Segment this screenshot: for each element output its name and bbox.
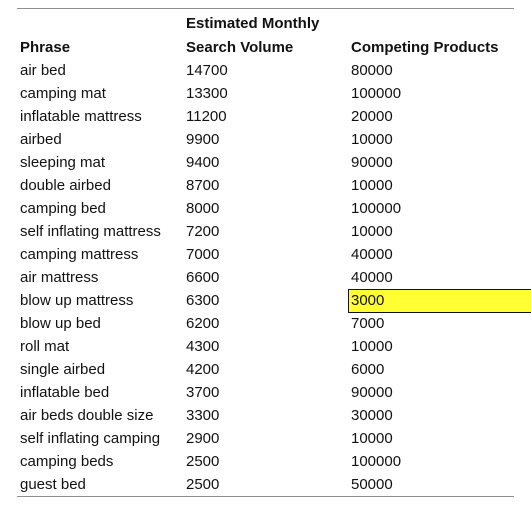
phrase-cell: self inflating mattress <box>20 223 161 240</box>
table-header <box>20 13 511 59</box>
phrase-cell: blow up mattress <box>20 292 134 309</box>
search-volume-cell: 6200 <box>186 315 220 332</box>
phrase-cell: inflatable bed <box>20 384 110 401</box>
phrase-cell: self inflating camping <box>20 430 161 447</box>
table-row <box>20 381 511 404</box>
table-row <box>20 266 511 289</box>
search-volume-cell: 3300 <box>186 407 220 424</box>
competing-products-cell: 30000 <box>351 407 393 424</box>
competing-products-cell: 100000 <box>351 453 402 470</box>
phrase-cell: roll mat <box>20 338 70 355</box>
phrase-cell: camping mattress <box>20 246 139 263</box>
competing-products-cell: 90000 <box>351 154 393 171</box>
search-volume-cell: 4300 <box>186 338 220 355</box>
phrase-cell: air mattress <box>20 269 99 286</box>
table-row <box>20 312 511 335</box>
table-row <box>20 220 511 243</box>
competing-products-cell: 10000 <box>351 430 393 447</box>
competing-products-cell: 6000 <box>351 361 385 378</box>
competing-products-cell: 100000 <box>351 200 402 217</box>
phrase-cell: inflatable mattress <box>20 108 142 125</box>
table-row <box>20 105 511 128</box>
table-row <box>20 450 511 473</box>
table-row <box>20 404 511 427</box>
search-volume-cell: 2500 <box>186 476 220 493</box>
keyword-table <box>20 59 511 496</box>
competing-products-cell: 10000 <box>351 131 393 148</box>
competing-products-column-header: Competing Products <box>351 39 499 56</box>
search-volume-cell: 7200 <box>186 223 220 240</box>
search-volume-cell: 11200 <box>186 108 227 125</box>
phrase-cell: airbed <box>20 131 62 148</box>
table-row <box>20 473 511 496</box>
competing-products-cell: 10000 <box>351 223 393 240</box>
phrase-cell: air bed <box>20 62 66 79</box>
phrase-cell: camping beds <box>20 453 114 470</box>
phrase-cell: blow up bed <box>20 315 101 332</box>
search-volume-cell: 8700 <box>186 177 220 194</box>
table-row <box>20 358 511 381</box>
competing-products-cell: 90000 <box>351 384 393 401</box>
phrase-cell: single airbed <box>20 361 106 378</box>
volume-column-header-line1: Estimated Monthly <box>186 15 320 32</box>
competing-products-cell[interactable]: 3000 <box>351 292 385 309</box>
search-volume-cell: 6600 <box>186 269 220 286</box>
phrase-cell: double airbed <box>20 177 111 194</box>
phrase-cell: camping bed <box>20 200 106 217</box>
search-volume-cell: 13300 <box>186 85 228 102</box>
phrase-cell: camping mat <box>20 85 106 102</box>
search-volume-cell: 3700 <box>186 384 220 401</box>
table-row <box>20 427 511 450</box>
table-row <box>20 197 511 220</box>
phrase-cell: sleeping mat <box>20 154 106 171</box>
competing-products-cell: 80000 <box>351 62 393 79</box>
search-volume-cell: 7000 <box>186 246 220 263</box>
search-volume-cell: 2500 <box>186 453 220 470</box>
table-row <box>20 128 511 151</box>
table-row <box>20 151 511 174</box>
table-row <box>20 82 511 105</box>
table-row <box>20 243 511 266</box>
competing-products-cell: 10000 <box>351 177 393 194</box>
table-row <box>20 174 511 197</box>
search-volume-cell: 6300 <box>186 292 220 309</box>
competing-products-cell: 100000 <box>351 85 402 102</box>
competing-products-cell: 40000 <box>351 269 393 286</box>
volume-column-header-line2: Search Volume <box>186 39 294 56</box>
search-volume-cell: 14700 <box>186 62 228 79</box>
competing-products-cell: 50000 <box>351 476 393 493</box>
phrase-cell: air beds double size <box>20 407 154 424</box>
search-volume-cell: 9900 <box>186 131 220 148</box>
phrase-column-header: Phrase <box>20 39 71 56</box>
search-volume-cell: 4200 <box>186 361 220 378</box>
competing-products-cell: 10000 <box>351 338 393 355</box>
search-volume-cell: 9400 <box>186 154 220 171</box>
competing-products-cell: 7000 <box>351 315 385 332</box>
table-row <box>20 335 511 358</box>
table-row <box>20 59 511 82</box>
competing-products-cell: 20000 <box>351 108 393 125</box>
competing-products-cell: 40000 <box>351 246 393 263</box>
search-volume-cell: 2900 <box>186 430 220 447</box>
table-row <box>20 289 511 312</box>
phrase-cell: guest bed <box>20 476 86 493</box>
search-volume-cell: 8000 <box>186 200 220 217</box>
